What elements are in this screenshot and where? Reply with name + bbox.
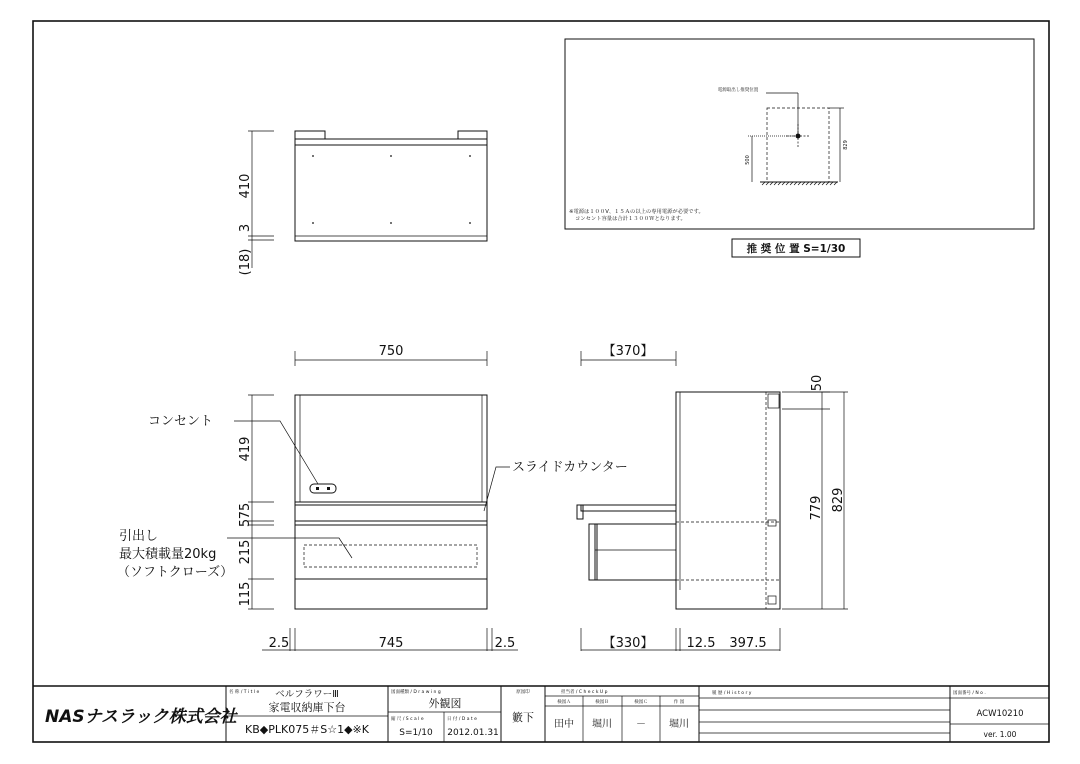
title-series: ベルフラワーⅢ <box>275 689 339 700</box>
dim-18: (18) <box>238 248 253 276</box>
dim-370: 【370】 <box>602 344 654 359</box>
check-name-4: 堀川 <box>669 719 689 730</box>
drawing-version: ver. 1.00 <box>983 730 1017 739</box>
outlet <box>310 484 336 493</box>
side-view <box>577 344 848 651</box>
company-logo: NASナスラック株式会社 <box>45 707 237 727</box>
title-label: 名 称 / T i t l e <box>229 690 260 695</box>
drawing-number: ACW10210 <box>976 709 1024 719</box>
power-position-label: 電源取出し推奨位置 <box>717 88 759 93</box>
dim-410: 410 <box>238 173 253 199</box>
dim-2-5-right: 2.5 <box>494 636 516 651</box>
dim-500: 500 <box>745 155 751 165</box>
label-drawer-line3: （ソフトクローズ） <box>117 565 234 580</box>
dim-330: 【330】 <box>602 636 654 651</box>
date-value: 2012.01.31 <box>447 728 499 738</box>
dim-3: 3 <box>238 223 253 233</box>
dim-5: 5 <box>238 518 253 528</box>
dim-419: 419 <box>238 436 253 462</box>
dim-2-5-left: 2.5 <box>268 636 290 651</box>
drafter-label: 原図印 <box>516 690 530 695</box>
recommended-position-panel <box>565 39 1034 257</box>
side-view-body <box>676 392 780 609</box>
model-code: KB◆PLK075＃S☆1◆※K <box>245 723 369 736</box>
label-drawer-line2: 最大積載量20kg <box>119 547 217 562</box>
title-name: 家電収納庫下台 <box>268 701 346 714</box>
slide-counter-extended <box>581 505 676 511</box>
dim-215: 215 <box>238 539 253 565</box>
power-note-line2: コンセント容量は合計１３００Ｗとなります。 <box>575 216 686 222</box>
dim-745: 745 <box>378 636 404 651</box>
dim-75: 75 <box>238 502 253 520</box>
dim-779: 779 <box>809 495 824 521</box>
check-col-1: 検図Ａ <box>557 700 571 705</box>
scale-label: 縮 尺 / S c a l e <box>391 717 424 722</box>
check-name-3: － <box>636 719 646 730</box>
dim-115: 115 <box>238 581 253 607</box>
check-col-3: 検図Ｃ <box>634 700 648 705</box>
drawing-type-label: 図面種類 / D r a w i n g <box>391 690 441 695</box>
dim-12-5: 12.5 <box>686 636 716 651</box>
slide-counter <box>295 505 487 521</box>
label-outlet: コンセント <box>148 414 214 429</box>
dim-50: 50 <box>810 374 825 392</box>
check-name-2: 堀川 <box>592 719 612 730</box>
check-col-2: 検図Ｂ <box>595 700 609 705</box>
top-view <box>238 131 487 275</box>
number-label: 図面番号 / N o . <box>953 691 986 696</box>
drawer-handle-recess <box>304 545 477 567</box>
top-view-body <box>295 139 487 241</box>
dim-829-small: 829 <box>843 140 849 150</box>
drawing-type: 外観図 <box>428 697 462 710</box>
dim-829: 829 <box>831 487 846 513</box>
history-label: 履 歴 / H i s t o r y <box>712 691 752 696</box>
check-label: 担当者 / C h e c k U p <box>561 690 608 695</box>
check-name-1: 田中 <box>554 719 574 730</box>
label-drawer-line1: 引出し <box>119 529 159 544</box>
drawer-front <box>295 525 487 579</box>
drawer-extended <box>595 524 676 580</box>
drafter-name: 籔下 <box>512 711 534 724</box>
sheet-frame <box>33 21 1049 742</box>
dim-397-5: 397.5 <box>729 636 767 651</box>
power-note-line1: ※電源は１００V、１５Ａの以上の専用電源が必要です。 <box>569 209 704 215</box>
scale-value: S=1/10 <box>399 728 433 738</box>
dim-750: 750 <box>378 344 404 359</box>
label-slide-counter: スライドカウンター <box>512 460 628 475</box>
date-label: 日 付 / D a t e <box>447 717 477 722</box>
front-view <box>117 344 628 651</box>
recommended-scale-caption: 推 奨 位 置 S=1/30 <box>746 243 846 255</box>
title-block <box>33 686 1049 742</box>
check-col-4: 作 図 <box>673 700 685 705</box>
